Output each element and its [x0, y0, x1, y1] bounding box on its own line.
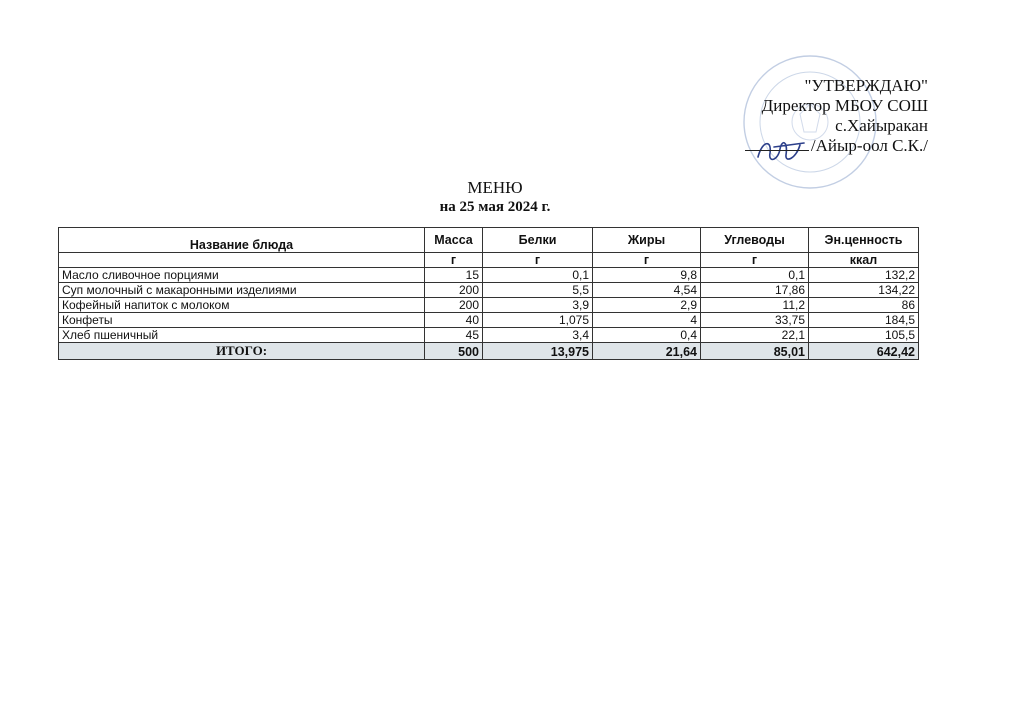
unit-fat: г [593, 253, 701, 268]
mass-cell: 40 [425, 313, 483, 328]
total-row [59, 343, 919, 360]
energy-cell: 184,5 [809, 313, 919, 328]
fat-cell: 9,8 [593, 268, 701, 283]
dish-name: Кофейный напиток с молоком [59, 298, 425, 313]
approval-name: /Айыр-оол С.К./ [810, 136, 928, 155]
energy-cell: 132,2 [809, 268, 919, 283]
mass-cell: 15 [425, 268, 483, 283]
unit-energy: ккал [809, 253, 919, 268]
energy-cell: 134,22 [809, 283, 919, 298]
table-row [59, 313, 919, 328]
unit-protein: г [483, 253, 593, 268]
total-label: ИТОГО: [59, 343, 425, 360]
approval-position: Директор МБОУ СОШ [761, 96, 928, 115]
approval-heading: "УТВЕРЖДАЮ" [804, 76, 928, 95]
fat-cell: 0,4 [593, 328, 701, 343]
energy-cell: 86 [809, 298, 919, 313]
signature-line [745, 136, 809, 151]
protein-cell: 3,4 [483, 328, 593, 343]
total-carbs: 85,01 [701, 343, 809, 360]
table-row [59, 283, 919, 298]
total-mass: 500 [425, 343, 483, 360]
table-row [59, 268, 919, 283]
protein-cell: 3,9 [483, 298, 593, 313]
table-row [59, 298, 919, 313]
approval-signatory [745, 136, 928, 156]
total-energy: 642,42 [809, 343, 919, 360]
fat-cell: 4 [593, 313, 701, 328]
document-header [0, 178, 990, 216]
header-fat: Жиры [593, 228, 701, 253]
header-dish-name: Название блюда [59, 228, 425, 253]
protein-cell: 0,1 [483, 268, 593, 283]
energy-cell: 105,5 [809, 328, 919, 343]
unit-mass: г [425, 253, 483, 268]
dish-name: Хлеб пшеничный [59, 328, 425, 343]
carbs-cell: 11,2 [701, 298, 809, 313]
unit-carbs: г [701, 253, 809, 268]
header-carbs: Углеводы [701, 228, 809, 253]
header-mass: Масса [425, 228, 483, 253]
dish-name: Масло сливочное порциями [59, 268, 425, 283]
carbs-cell: 0,1 [701, 268, 809, 283]
dish-name: Суп молочный с макаронными изделиями [59, 283, 425, 298]
total-fat: 21,64 [593, 343, 701, 360]
approval-location: с.Хайыракан [835, 116, 928, 135]
total-protein: 13,975 [483, 343, 593, 360]
mass-cell: 200 [425, 298, 483, 313]
mass-cell: 45 [425, 328, 483, 343]
header-row [59, 228, 919, 253]
units-row [59, 253, 919, 268]
dish-name: Конфеты [59, 313, 425, 328]
page-subtitle: на 25 мая 2024 г. [439, 199, 551, 215]
approval-block [745, 76, 928, 156]
header-protein: Белки [483, 228, 593, 253]
table-row [59, 328, 919, 343]
mass-cell: 200 [425, 283, 483, 298]
page-title: МЕНЮ [467, 178, 523, 197]
fat-cell: 2,9 [593, 298, 701, 313]
protein-cell: 5,5 [483, 283, 593, 298]
unit-dish-name [59, 253, 425, 268]
header-energy: Эн.ценность [809, 228, 919, 253]
carbs-cell: 33,75 [701, 313, 809, 328]
carbs-cell: 22,1 [701, 328, 809, 343]
protein-cell: 1,075 [483, 313, 593, 328]
fat-cell: 4,54 [593, 283, 701, 298]
menu-table [58, 227, 919, 360]
carbs-cell: 17,86 [701, 283, 809, 298]
